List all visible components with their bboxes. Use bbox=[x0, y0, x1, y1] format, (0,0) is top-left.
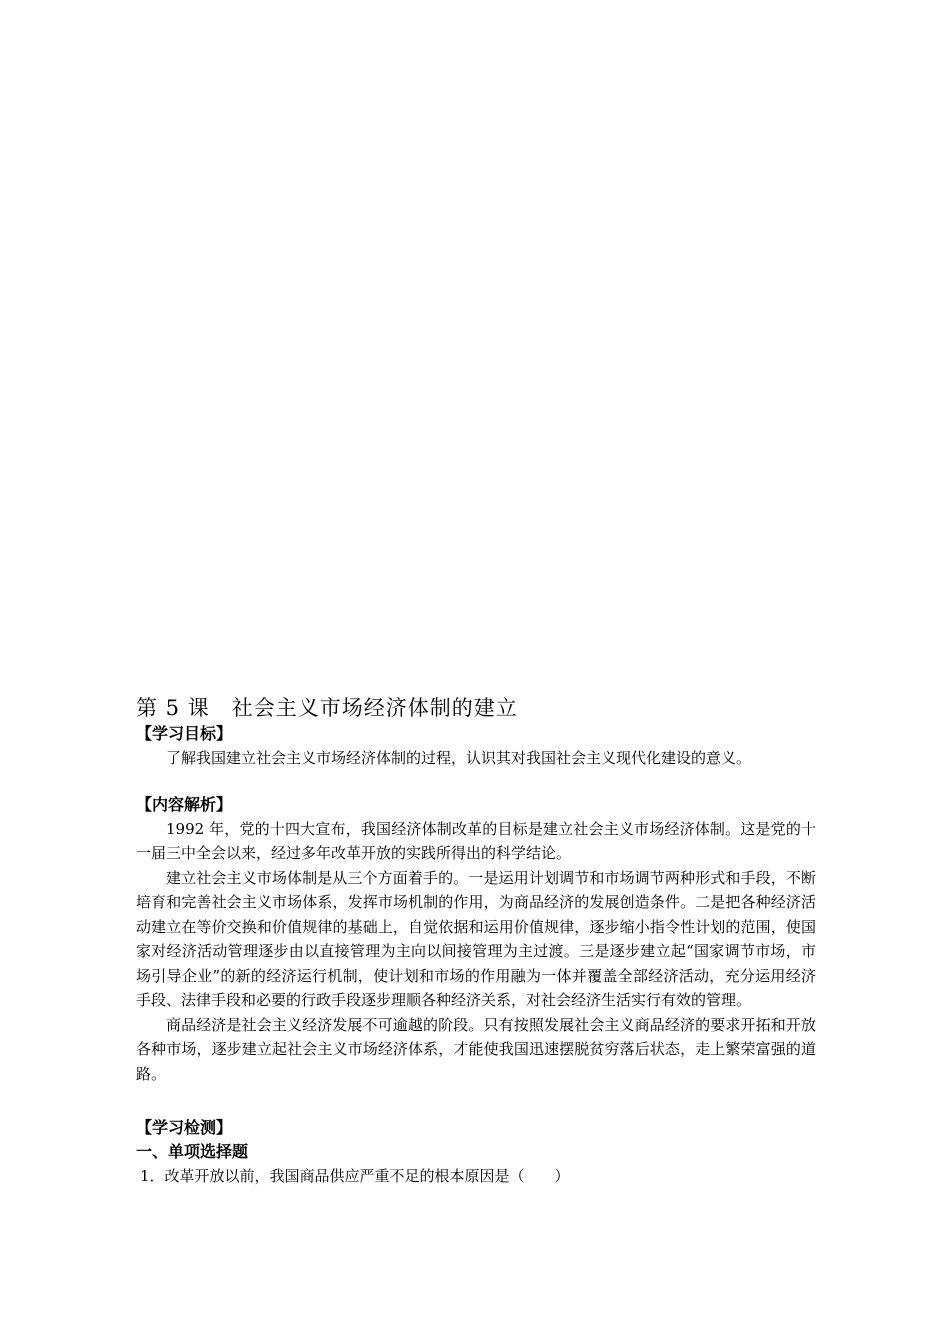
analysis-heading: 【内容解析】 bbox=[136, 794, 233, 814]
spacer bbox=[136, 771, 816, 793]
objectives-heading: 【学习目标】 bbox=[136, 724, 233, 743]
test-subheading: 一、单项选择题 bbox=[136, 1142, 249, 1161]
document-page bbox=[136, 694, 816, 1188]
test-heading: 【学习检测】 bbox=[136, 1118, 233, 1137]
analysis-paragraph-1: 1992 年，党的十四大宣布，我国经济体制改革的目标是建立社会主义市场经济体制。这是党的十一届三中全会以来，经过多年改革开放的实践所得出的科学结论。 bbox=[136, 819, 816, 862]
question-1: 1．改革开放以前，我国商品供应严重不足的根本原因是（ ） bbox=[140, 1167, 570, 1185]
lesson-title: 第 5 课 社会主义市场经济体制的建立 bbox=[136, 696, 518, 720]
spacer bbox=[136, 1086, 816, 1116]
analysis-paragraph-3: 商品经济是社会主义经济发展不可逾越的阶段。只有按照发展社会主义商品经济的要求开拓和开放各种市场，逐步建立起社会主义市场经济体系，才能使我国迅速摆脱贫穷落后状态，走上繁荣富强的道路。 bbox=[136, 1015, 816, 1083]
objectives-text: 了解我国建立社会主义市场经济体制的过程，认识其对我国社会主义现代化建设的意义。 bbox=[166, 749, 752, 767]
analysis-paragraph-2: 建立社会主义市场体制是从三个方面着手的。一是运用计划调节和市场调节两种形式和手段，不断培育和完善社会主义市场体系，发挥市场机制的作用，为商品经济的发展创造条件。二是把各种经济活动建立在等价交换和价值规律的基础上，自觉依据和运用价值规律，逐步缩小指令性计划的范围，使国家对经济活动管理逐步由以直接管理为主向以间接管理为主过渡。三是逐步建立起“国家调节市场，市场引导企业”的新的经济运行机制，使计划和市场的作用融为一体并覆盖全部经济活动，充分运用经济手段、法律手段和必要的行政手段逐步理顺各种经济关系，对社会经济生活实行有效的管理。 bbox=[136, 868, 816, 1009]
